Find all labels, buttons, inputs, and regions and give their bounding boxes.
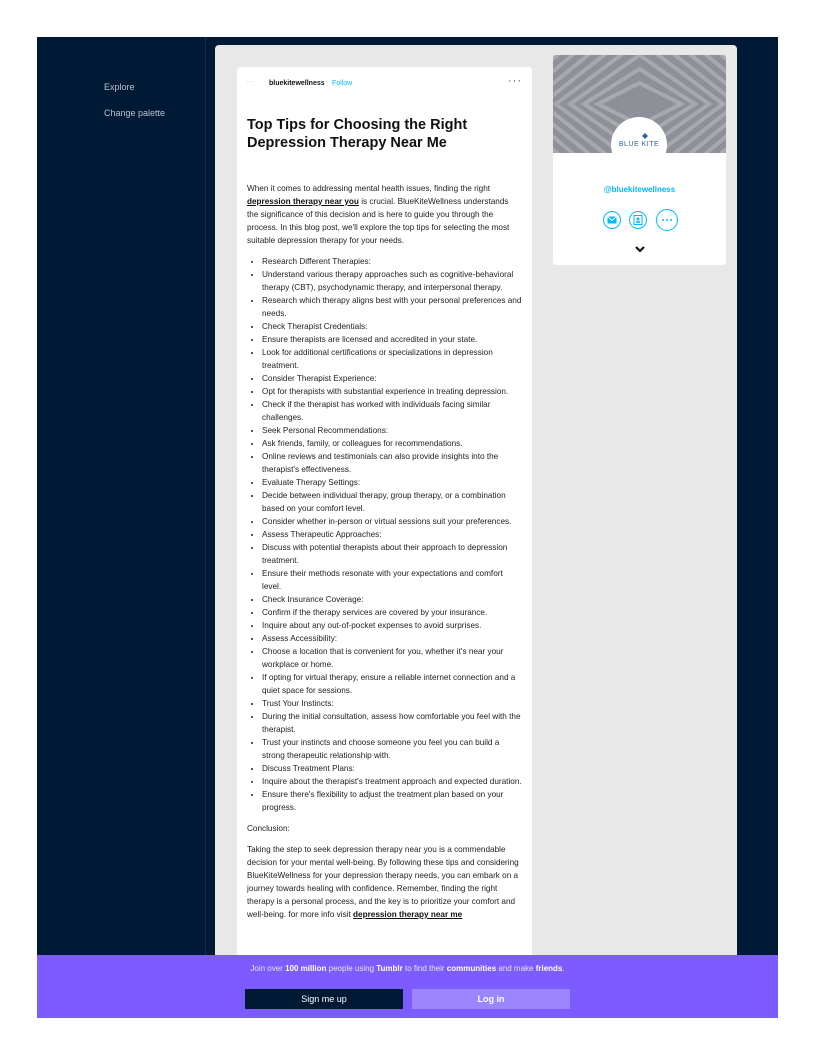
sidebar-item-change-palette[interactable]: Change palette [104, 108, 166, 118]
list-item: • Ask friends, family, or colleagues for recommendations. [262, 437, 522, 450]
list-item: • Check Insurance Coverage: [262, 593, 522, 606]
list-item: • Assess Accessibility: [262, 632, 522, 645]
post-body [247, 182, 522, 921]
list-item: • Confirm if the therapy services are covered by your insurance. [262, 606, 522, 619]
join-text-2: people using [326, 964, 377, 973]
more-actions-icon[interactable] [656, 209, 678, 231]
post-header [247, 75, 522, 95]
list-item: • Decide between individual therapy, group therapy, or a combination based on your comfort level. [262, 489, 522, 515]
list-item: • Ensure therapists are licensed and accredited in your state. [262, 333, 522, 346]
message-icon[interactable] [603, 211, 621, 229]
blog-card [553, 55, 726, 265]
list-item: • Ensure there's flexibility to adjust the treatment plan based on your progress. [262, 788, 522, 814]
list-item: • Research which therapy aligns best with your personal preferences and needs. [262, 294, 522, 320]
signup-banner [37, 955, 778, 1018]
avatar[interactable]: ··· [247, 79, 254, 85]
list-item: • Choose a location that is convenient for you, whether it's near your workplace or home. [262, 645, 522, 671]
join-text-4: and make [496, 964, 536, 973]
list-item: • Check Therapist Credentials: [262, 320, 522, 333]
join-communities: communities [446, 964, 497, 973]
blog-handle[interactable]: @bluekitewellness [603, 185, 676, 194]
tumblr-window [37, 37, 778, 1018]
log-in-button[interactable]: Log in [412, 989, 570, 1009]
list-item: • Consider whether in-person or virtual sessions suit your preferences. [262, 515, 522, 528]
sidebar-item-explore[interactable]: Explore [104, 82, 135, 92]
more-options-icon[interactable]: ··· [508, 75, 522, 87]
list-item: • Inquire about the therapist's treatment approach and expected duration. [262, 775, 522, 788]
list-item: • Evaluate Therapy Settings: [262, 476, 522, 489]
post-card [237, 67, 532, 1018]
sidebar [37, 37, 205, 1018]
list-item: • Ensure their methods resonate with your expectations and comfort level. [262, 567, 522, 593]
list-item: • Check if the therapist has worked with individuals facing similar challenges. [262, 398, 522, 424]
main-panel [215, 45, 737, 1018]
list-item: • During the initial consultation, assess how comfortable you feel with the therapist. [262, 710, 522, 736]
sign-me-up-button[interactable]: Sign me up [245, 989, 403, 1009]
join-message [37, 964, 778, 973]
list-item: • Discuss Treatment Plans: [262, 762, 522, 775]
join-text-3: to find their [402, 964, 447, 973]
join-brand: Tumblr [376, 964, 403, 973]
chevron-down-icon[interactable] [633, 241, 647, 251]
list-item: • Seek Personal Recommendations: [262, 424, 522, 437]
intro-text-before: When it comes to addressing mental health issues, finding the right [247, 184, 491, 193]
join-text-1: Join over [250, 964, 286, 973]
kite-icon [611, 117, 667, 141]
sidebar-divider [205, 37, 206, 1018]
conclusion-text: Taking the step to seek depression therapy near you is a commendable decision for your mental well-being. By following these tips and considering BlueKiteWellness for your depression therapy needs, you can embark on a journey towards healing with confidence. Remember, finding the right therapy is a personal process, and the key is to prioritize your comfort and well-being. for more info visit [247, 845, 519, 919]
list-item: • Opt for therapists with substantial experience in treating depression. [262, 385, 522, 398]
depression-therapy-link[interactable]: depression therapy near you [247, 197, 359, 206]
list-item: • Research Different Therapies: [262, 255, 522, 268]
list-item: • Assess Therapeutic Approaches: [262, 528, 522, 541]
post-intro [247, 182, 522, 247]
depression-therapy-near-me-link[interactable]: depression therapy near me [353, 910, 463, 919]
join-friends: friends [535, 964, 563, 973]
intro-text-after: is crucial. BlueKiteWellness understands the significance of this decision and is here to guide you through the process. In this blog post, we'll explore the top tips for selecting the most suitable depression therapy for your needs. [247, 197, 510, 245]
post-title: Top Tips for Choosing the Right Depression Therapy Near Me [247, 117, 468, 151]
list-item: • Understand various therapy approaches such as cognitive-behavioral therapy (CBT), psychodynamic therapy, and interpersonal therapy. [262, 268, 522, 294]
list-item: • Discuss with potential therapists about their approach to depression treatment. [262, 541, 522, 567]
tips-list [247, 255, 522, 814]
conclusion-heading: Conclusion: [247, 824, 290, 833]
follow-button[interactable]: Follow [332, 80, 353, 87]
list-item: • Online reviews and testimonials can also provide insights into the therapist's effectiveness. [262, 450, 522, 476]
list-item: • If opting for virtual therapy, ensure a reliable internet connection and a quiet space for sessions. [262, 671, 522, 697]
list-item: • Consider Therapist Experience: [262, 372, 522, 385]
list-item: • Inquire about any out-of-pocket expenses to avoid surprises. [262, 619, 522, 632]
list-item: • Look for additional certifications or specializations in depression treatment. [262, 346, 522, 372]
list-item: • Trust Your Instincts: [262, 697, 522, 710]
blog-avatar[interactable] [611, 117, 667, 173]
conclusion-paragraph [247, 843, 522, 921]
list-item: • Trust your instincts and choose someone you feel you can build a strong therapeutic relationship with. [262, 736, 522, 762]
blog-avatar-logo: BLUE KITE [618, 141, 660, 148]
blog-name[interactable]: bluekitewellness [269, 80, 325, 87]
contact-card-icon[interactable] [629, 211, 647, 229]
join-text-5: . [562, 964, 565, 973]
join-count: 100 million [285, 964, 327, 973]
